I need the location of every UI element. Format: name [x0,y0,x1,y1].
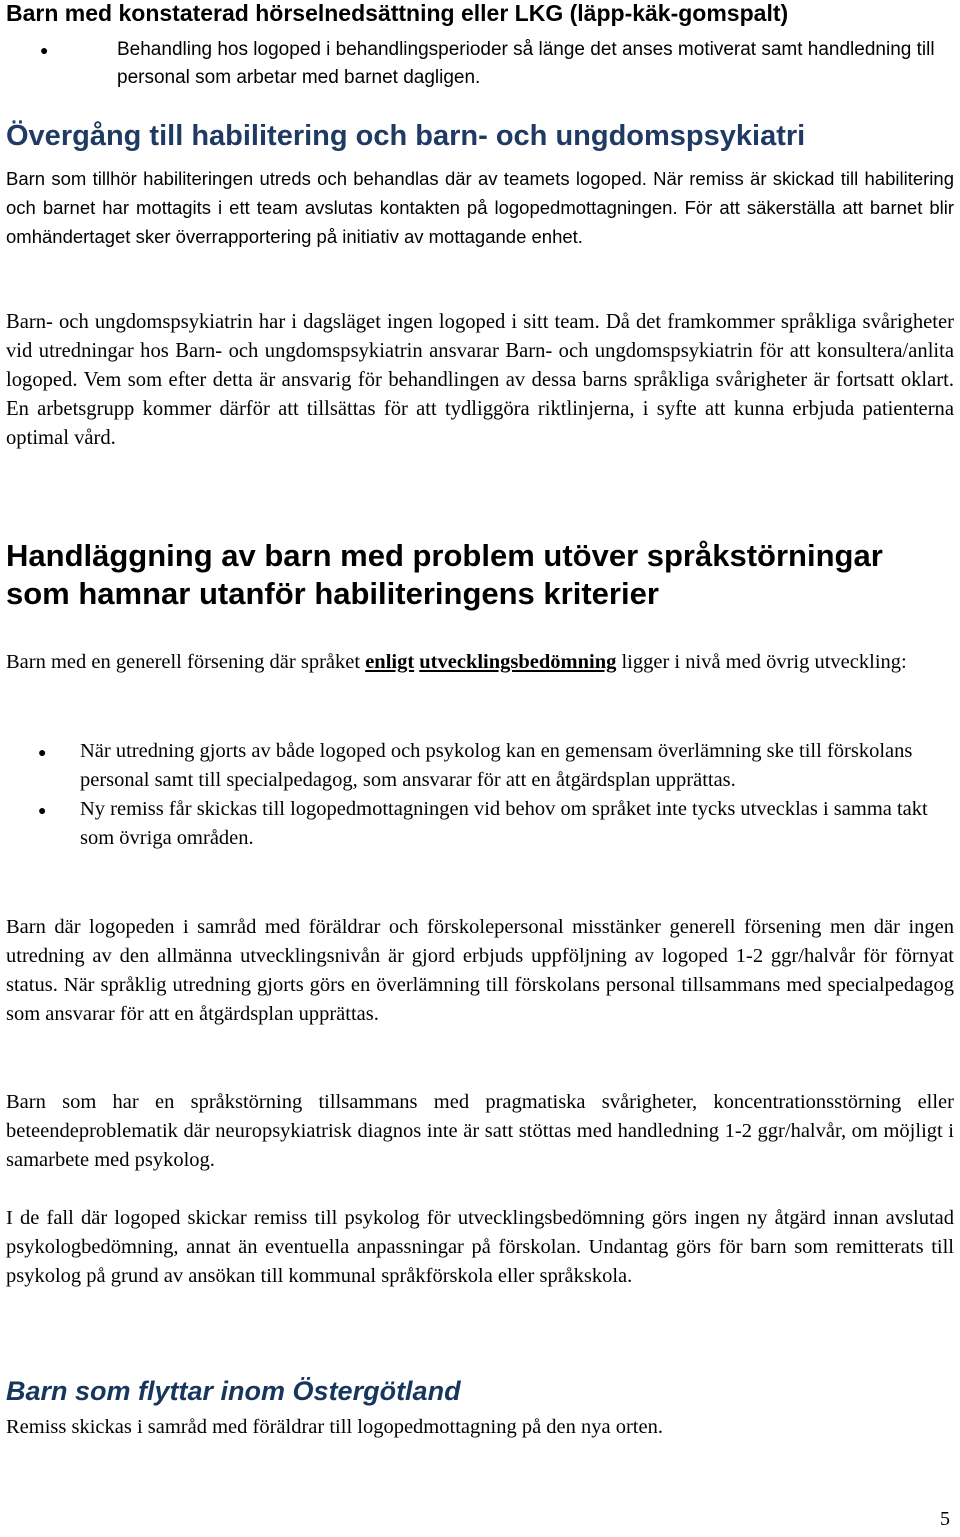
paragraph-moving: Remiss skickas i samråd med föräldrar till logopedmottagning på den nya orten. [6,1416,663,1438]
section-heading-transition: Övergång till habilitering och barn- och ungdomspsykiatri [6,120,806,152]
list-item-text: Ny remiss får skickas till logopedmottagningen vid behov om språket inte tycks utvecklas i samma takt som övriga områden. [80,798,928,849]
section-heading-hearing-impairment: Barn med konstaterad hörselnedsättning eller LKG (läpp-käk-gomspalt) [6,0,789,26]
bullet-icon: ● [38,746,47,761]
bullet-list-handling [0,737,930,853]
list-item-text: Behandling hos logoped i behandlingsperioder så länge det anses motiverat samt handledning till personal som arbetar med barnet dagligen. [117,39,935,88]
section-heading-handling-line2: som hamnar utanför habiliteringens kriterier [6,576,659,611]
bullet-icon: ● [40,42,49,58]
paragraph-bup: Barn- och ungdomspsykiatrin har i dagsläget ingen logoped i sitt team. Då det framkommer språkliga svårigheter vid utredningar hos Barn- och ungdomspsykiatrin ansvarar Barn- och ungdomspsykiatrin för att konsultera/anlita logoped. Vem som efter detta är ansvarig för behandlingen av dessa barns språkliga svårigheter är fortsatt oklart. En arbetsgrupp kommer därför att tillsättas för att tydliggöra riktlinjerna, i syfte att kunna erbjuda patienterna optimal vård. [6,311,954,449]
list-item [0,36,946,92]
paragraph-psychologist-referral: I de fall där logoped skickar remiss till psykolog för utvecklingsbedömning görs ingen ny åtgärd innan avslutad psykologbedömning, annat än eventuella anpassningar på förskolan. Undantag görs för barn som remitterats till psykolog på grund av ansökan till kommunal språkförskola eller språkskola. [6,1207,954,1287]
paragraph-habilitation: Barn som tillhör habiliteringen utreds och behandlas där av teamets logoped. När remiss är skickad till habilitering och barnet har mottagits i ett team avslutas kontakten på logopedmottagningen. För att säkerställa att barnet blir omhändertaget sker överrapportering på initiativ av mottagande enhet. [6,168,954,247]
paragraph-intro: Barn med en generell försening där språket enligt utvecklingsbedömning ligger i nivå med övrig utveckling: [6,651,907,673]
page-number: 5 [940,1508,950,1530]
bullet-list-hearing [0,36,946,92]
list-item-text: När utredning gjorts av både logoped och psykolog kan en gemensam överlämning ske till förskolans personal samt till specialpedagog, som ansvarar för att en åtgärdsplan upprättas. [80,740,913,791]
bullet-icon: ● [38,804,47,819]
paragraph-language-disorder: Barn som har en språkstörning tillsammans med pragmatiska svårigheter, koncentrationsstörning eller beteendeproblematik där neuropsykiatrisk diagnos inte är satt stöttas med handledning 1-2 ggr/halvår, om möjligt i samarbete med psykolog. [6,1091,954,1171]
list-item [0,795,930,853]
section-heading-handling-line1: Handläggning av barn med problem utöver språkstörningar [6,538,883,573]
paragraph-general-delay: Barn där logopeden i samråd med föräldrar och förskolepersonal misstänker generell försening men där ingen utredning av den allmänna utvecklingsnivån är gjord erbjuds uppföljning av logoped 1-2 ggr/halvår för förnyat status. När språklig utredning gjorts görs en överlämning till förskolans personal tillsammans med specialpedagog som ansvarar för att en åtgärdsplan upprättas. [6,916,954,1025]
list-item [0,737,930,795]
section-heading-moving: Barn som flyttar inom Östergötland [6,1376,461,1406]
